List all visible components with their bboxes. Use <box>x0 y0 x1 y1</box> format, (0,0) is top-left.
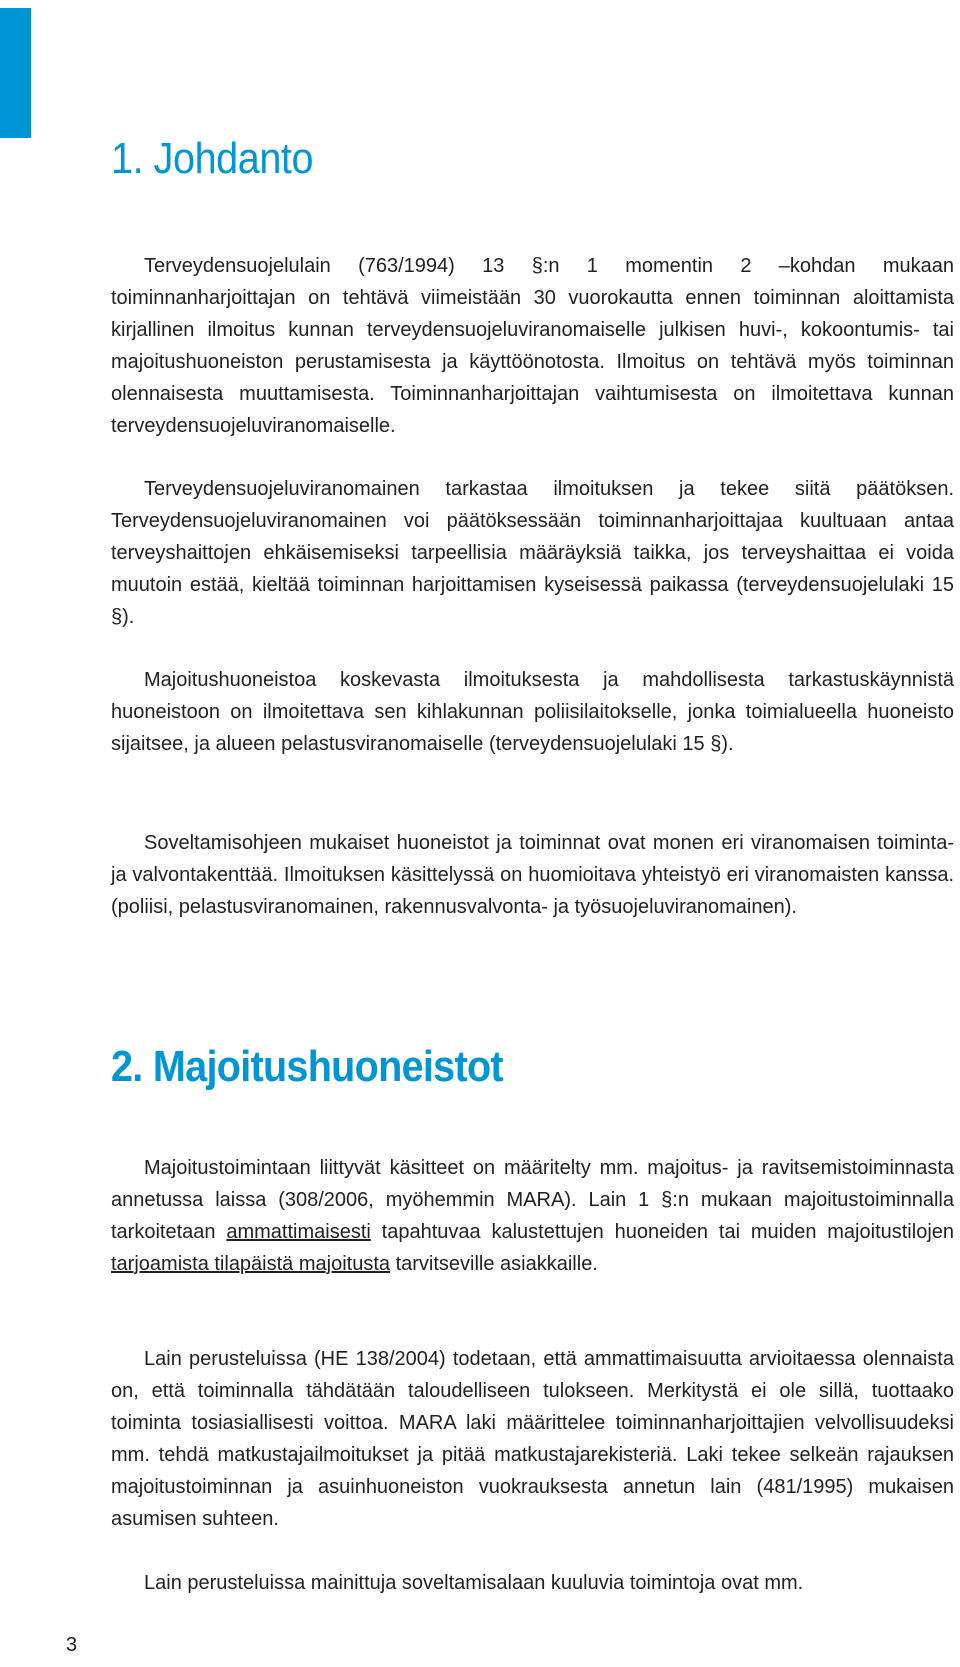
section-1-paragraph-1: Terveydensuojelulain (763/1994) 13 §:n 1 momentin 2 –kohdan mukaan toiminnanharjoittajan on tehtävä viimeistään 30 vuorokautta ennen toiminnan aloittamista kirjallinen ilmoitus kunnan terveydensuojeluviranomaiselle julkisen huvi-, kokoontumis- tai majoitushuoneiston perustamisesta ja käyttöönotosta. Ilmoitus on tehtävä myös toiminnan olennaisesta muuttamisesta. Toiminnanharjoittajan vaihtumisesta on ilmoitettava kunnan terveydensuojeluviranomaiselle. <box>111 255 954 437</box>
underlined-term-temporary-accommodation: tarjoamista tilapäistä majoitusta <box>111 1253 391 1275</box>
section-2-heading: 2. Majoitushuoneistot <box>111 1042 503 1091</box>
underlined-term-professional: ammattimaisesti <box>226 1221 371 1243</box>
accent-bar <box>0 8 31 138</box>
section-1-paragraph-2: Terveydensuojeluviranomainen tarkastaa ilmoituksen ja tekee siitä päätöksen. Terveydensuojeluviranomainen voi päätöksessään toiminnanharjoittajaa kuultuaan antaa terveyshaittojen ehkäisemiseksi tarpeellisia määräyksiä taikka, jos terveyshaittaa ei voida muutoin estää, kieltää toiminnan harjoittamisen kyseisessä paikassa (terveydensuojelulaki 15 §). <box>111 478 954 628</box>
section-2-paragraph-1 <box>111 1152 954 1280</box>
section-2-paragraph-2: Lain perusteluissa (HE 138/2004) todetaan, että ammattimaisuutta arvioitaessa olennaista on, että toiminnalla tähdätään taloudelliseen tulokseen. Merkitystä ei ole sillä, tuottaako toiminta tosiasiallisesti voittoa. MARA laki määrittelee toiminnanharjoittajien velvollisuudeksi mm. tehdä matkustajailmoitukset ja pitää matkustajarekisteriä. Laki tekee selkeän rajauksen majoitustoiminnan ja asuinhuoneiston vuokrauksesta annetun lain (481/1995) mukaisen asumisen suhteen. <box>111 1348 954 1530</box>
section-2-paragraph-3: Lain perusteluissa mainittuja soveltamisalaan kuuluvia toimintoja ovat mm. <box>144 1572 804 1594</box>
page-number: 3 <box>66 1634 78 1656</box>
section-1-paragraph-4: Soveltamisohjeen mukaiset huoneistot ja toiminnat ovat monen eri viranomaisen toiminta- ja valvontakenttää. Ilmoituksen käsittelyssä on huomioitava yhteistyö eri viranomaisten kanssa. (poliisi, pelastusviranomainen, rakennusvalvonta- ja työsuojeluviranomainen). <box>111 832 954 918</box>
paragraph-text: tapahtuvaa kalustettujen huoneiden tai muiden majoitustilojen <box>370 1221 955 1243</box>
paragraph-text: tarvitseville asiakkaille. <box>390 1253 598 1275</box>
section-1-heading: 1. Johdanto <box>111 134 314 183</box>
paragraph-text: Majoitustoimintaan liittyvät käsitteet on määritelty mm. majoitus- ja ravitsemistoiminnasta annetussa laissa (308/2006, myöhemmin MARA). Lain 1 §:n mukaan majoitustoiminnalla tarkoitetaan <box>111 1157 954 1243</box>
section-1-paragraph-3: Majoitushuoneistoa koskevasta ilmoituksesta ja mahdollisesta tarkastuskäynnistä huoneistoon on ilmoitettava sen kihlakunnan poliisilaitokselle, jonka toimialueella huoneisto sijaitsee, ja alueen pelastusviranomaiselle (terveydensuojelulaki 15 §). <box>111 669 954 755</box>
